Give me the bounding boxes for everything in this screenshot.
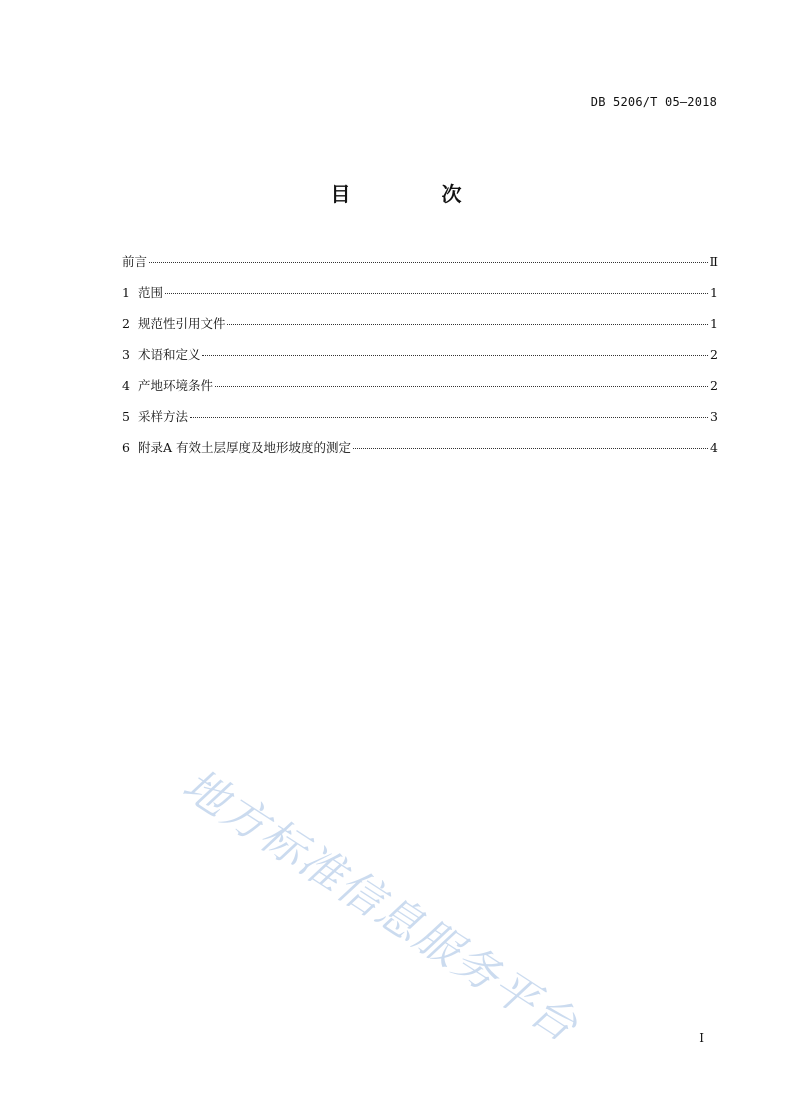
toc-entry-page: 2 [710,378,718,393]
toc-entry-label: 附录A 有效土层厚度及地形坡度的测定 [137,440,351,455]
toc-entry-page: 3 [710,409,718,424]
dot-leader [149,262,707,263]
toc-entry-terms-definitions[interactable] [122,345,718,376]
toc-entry-label: 规范性引用文件 [137,316,226,331]
toc-entry-scope[interactable] [122,283,718,314]
dot-leader [227,324,708,325]
page-number: I [699,1031,704,1045]
toc-entry-normative-references[interactable] [122,314,718,345]
toc-entry-environment-conditions[interactable] [122,376,718,407]
toc-entry-page: 2 [710,347,718,362]
toc-entry-foreword[interactable] [122,252,718,283]
document-code: DB 5206/T 05—2018 [590,95,717,109]
toc-entry-number: 6 [122,440,130,455]
toc-entry-label: 术语和定义 [137,347,201,362]
dot-leader [165,293,708,294]
watermark: 地方标准信息服务平台 [173,759,588,1053]
toc-title: 目 次 [330,182,504,206]
dot-leader [215,386,708,387]
toc-entry-appendix-a[interactable] [122,438,718,469]
dot-leader [202,355,708,356]
toc-entry-label: 采样方法 [137,409,188,424]
toc-entry-sampling-method[interactable] [122,407,718,438]
toc-entry-page: Ⅱ [709,254,718,269]
toc-entry-page: 1 [710,285,718,300]
dot-leader [353,448,708,449]
toc-entry-number: 3 [122,347,130,362]
table-of-contents [122,252,718,469]
toc-entry-number: 5 [122,409,130,424]
toc-entry-label: 产地环境条件 [137,378,213,393]
toc-entry-page: 4 [710,440,718,455]
toc-entry-label: 前言 [122,254,148,269]
dot-leader [190,417,708,418]
toc-entry-page: 1 [710,316,718,331]
toc-entry-number: 2 [122,316,130,331]
toc-entry-number: 1 [122,285,130,300]
toc-entry-label: 范围 [137,285,163,300]
toc-entry-number: 4 [122,378,130,393]
